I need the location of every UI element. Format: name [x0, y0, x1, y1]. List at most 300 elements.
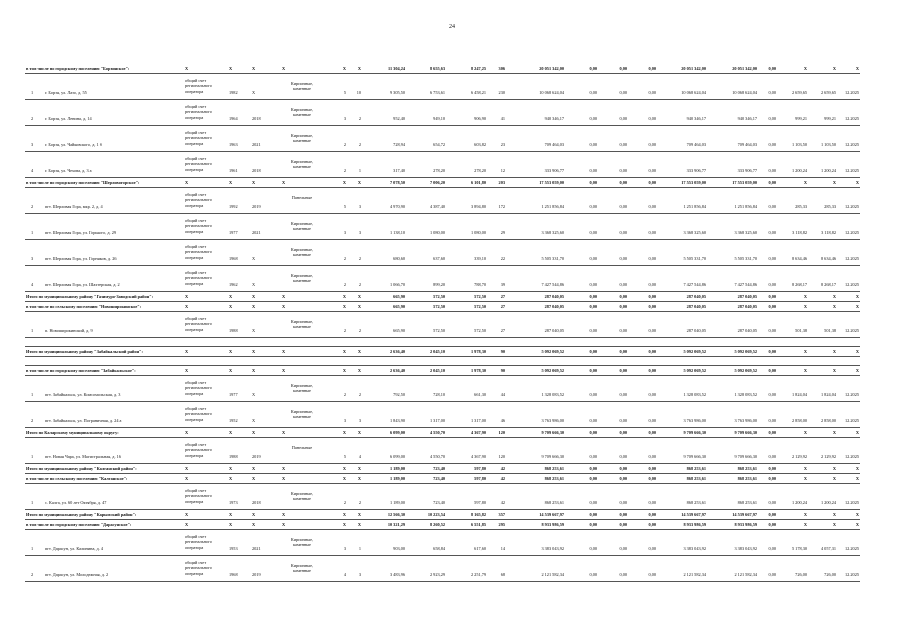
cell-fund-type: X	[185, 466, 189, 471]
cell-max-unit-cost: X	[832, 180, 836, 185]
cell-owner-funds: 1 328 083,52	[683, 392, 706, 397]
cell-total-area: 317,40	[393, 168, 405, 173]
cell-other-funds: 0,00	[768, 204, 776, 209]
cell-residents: 27	[500, 304, 505, 309]
cell-repair-year: X	[252, 392, 256, 397]
cell-unit-cost: X	[803, 368, 807, 373]
subtotal-label: в том числе по городскому поселению "Шерловогорское":	[26, 180, 140, 185]
cell-residents: 12	[500, 168, 505, 173]
cell-floors: X	[342, 512, 346, 517]
cell-build-year: 1968	[229, 572, 238, 577]
cell-other-funds: 0,00	[768, 230, 776, 235]
cell-max-unit-cost: X	[832, 66, 836, 71]
spacer-row	[25, 338, 860, 347]
cell-regional-funds: 0,00	[619, 142, 627, 147]
cell-private-area: 6 458,21	[470, 90, 486, 95]
cell-completion-date: X	[855, 294, 859, 299]
cell-fund-type: общий счет регионального оператора	[185, 130, 212, 146]
cell-repair-year: X	[252, 90, 256, 95]
cell-max-unit-cost: 501,38	[824, 328, 836, 333]
cell-total-area: 3 483,96	[389, 572, 405, 577]
cell-owner-funds: 5 092 069,52	[683, 349, 706, 354]
cell-owner-funds-capital: 5 092 069,52	[734, 349, 757, 354]
cell-owner-funds-capital: 10 068 624,04	[732, 90, 757, 95]
subtotal-label: в том числе по городскому поселению "Борзинское":	[26, 66, 130, 71]
cell-municipal-funds: 0,00	[648, 392, 656, 397]
cell-living-area: 2 045,10	[429, 349, 445, 354]
cell-completion-date: 12.2025	[845, 230, 859, 235]
cell-max-unit-cost: 4 057,31	[820, 546, 836, 551]
cell-completion-date: X	[855, 430, 859, 435]
cell-unit-cost: X	[803, 294, 807, 299]
cell-private-area: 6 551,85	[470, 522, 486, 527]
cell-wall-type: Кирпичные, каменные	[290, 107, 314, 118]
cell-floors: X	[342, 66, 346, 71]
cell-regional-funds: 0,00	[619, 349, 627, 354]
cell-total-area: 792,50	[393, 392, 405, 397]
cell-repair-year: X	[252, 430, 256, 435]
cell-entrances: X	[357, 349, 361, 354]
cell-wall-type: X	[282, 368, 286, 373]
cell-living-area: 4 550,70	[429, 454, 445, 459]
cell-owner-funds-capital: 9 709 666,30	[734, 430, 757, 435]
cell-regional-funds: 0,00	[619, 466, 627, 471]
cell-other-funds: 0,00	[768, 430, 776, 435]
cell-repair-year: 2019	[252, 204, 261, 209]
cell-owner-funds: 940 346,17	[686, 116, 706, 121]
cell-total-cost: 287 040,05	[544, 328, 564, 333]
cell-residents: 306	[498, 66, 505, 71]
cell-entrances: X	[357, 430, 361, 435]
cell-build-year: 1992	[229, 204, 238, 209]
cell-living-area: 723,40	[433, 476, 445, 481]
cell-federal-funds: 0,00	[589, 522, 597, 527]
cell-completion-date: X	[855, 466, 859, 471]
cell-entrances: X	[357, 466, 361, 471]
cell-floors: 3	[343, 230, 346, 235]
cell-municipal-funds: 0,00	[648, 304, 656, 309]
cell-total-cost: 17 553 059,00	[539, 180, 564, 185]
cell-fund-type: общий счет регионального оператора	[185, 156, 212, 172]
cell-total-area: 10 321,29	[387, 522, 405, 527]
cell-owner-funds-capital: 1 328 083,52	[734, 392, 757, 397]
cell-completion-date: 12.2025	[845, 500, 859, 505]
subtotal-label: в том числе по городскому поселению "Дарасунское":	[26, 522, 132, 527]
cell-living-area: 723,40	[433, 500, 445, 505]
cell-owner-funds-capital: 287 040,05	[737, 328, 757, 333]
cell-municipal-funds: 0,00	[648, 180, 656, 185]
cell-repair-year: X	[252, 328, 256, 333]
cell-total-cost: 9 709 666,30	[541, 454, 564, 459]
cell-entrances: X	[357, 368, 361, 373]
cell-wall-type: Кирпичные, каменные	[290, 383, 314, 394]
cell-build-year: X	[229, 349, 233, 354]
cell-repair-year: X	[252, 304, 256, 309]
cell-completion-date: X	[855, 522, 859, 527]
cell-owner-funds-capital: 3 763 986,00	[734, 418, 757, 423]
cell-max-unit-cost: X	[832, 304, 836, 309]
cell-total-cost: 8 933 986,59	[541, 522, 564, 527]
cell-other-funds: 0,00	[768, 66, 776, 71]
cell-max-unit-cost: 1 103,50	[820, 142, 836, 147]
subtotal-label: Итого по муниципальному району "Газимуро-Заводский район":	[26, 294, 154, 299]
cell-unit-cost: 726,00	[795, 572, 807, 577]
cell-entrances: 2	[358, 328, 361, 333]
cell-regional-funds: 0,00	[619, 418, 627, 423]
cell-owner-funds: 333 906,77	[686, 168, 706, 173]
cell-address: г. Борзя, ул. Ленина, д. 14	[45, 116, 92, 121]
cell-other-funds: 0,00	[768, 116, 776, 121]
cell-address: пгт. Забайкальск, ул. Пограничная, д. 24 а	[45, 418, 122, 423]
cell-federal-funds: 0,00	[589, 256, 597, 261]
cell-private-area: 1 978,30	[470, 368, 486, 373]
cell-max-unit-cost: X	[832, 349, 836, 354]
cell-wall-type: X	[282, 522, 286, 527]
cell-federal-funds: 0,00	[589, 512, 597, 517]
cell-total-cost: 287 040,05	[544, 304, 564, 309]
cell-fund-type: X	[185, 304, 189, 309]
cell-total-cost: 868 253,61	[544, 466, 564, 471]
cell-unit-cost: 285,33	[795, 204, 807, 209]
subtotal-row	[25, 510, 860, 520]
cell-private-area: 597,80	[474, 500, 486, 505]
cell-other-funds: 0,00	[768, 180, 776, 185]
cell-residents: 120	[498, 454, 505, 459]
cell-floors: X	[342, 430, 346, 435]
cell-private-area: 788,70	[474, 282, 486, 287]
cell-address: пгт. Дарасун, ул. Калинина, д. 4	[45, 546, 103, 551]
cell-private-area: 597,80	[474, 476, 486, 481]
cell-repair-year: 2019	[252, 572, 261, 577]
cell-living-area: 572,50	[433, 294, 445, 299]
cell-address: г. Борзя, ул. Лазо, д. 55	[45, 90, 87, 95]
cell-other-funds: 0,00	[768, 90, 776, 95]
cell-municipal-funds: 0,00	[648, 168, 656, 173]
cell-completion-date: 12.2025	[845, 328, 859, 333]
cell-entrances: 1	[358, 546, 361, 551]
cell-entrances: 2	[358, 282, 361, 287]
cell-residents: 23	[500, 142, 505, 147]
cell-fund-type: общий счет регионального оператора	[185, 406, 212, 422]
cell-entrances: 4	[358, 454, 361, 459]
cell-owner-funds: 8 933 986,59	[683, 522, 706, 527]
cell-living-area: 8 655,63	[429, 66, 445, 71]
cell-regional-funds: 0,00	[619, 256, 627, 261]
cell-owner-funds: 14 539 667,97	[681, 512, 706, 517]
cell-total-cost: 20 051 342,00	[539, 66, 564, 71]
cell-municipal-funds: 0,00	[648, 294, 656, 299]
cell-completion-date: X	[855, 304, 859, 309]
cell-total-cost: 940 346,17	[544, 116, 564, 121]
cell-entrances: 2	[358, 142, 361, 147]
cell-total-cost: 7 427 544,86	[541, 282, 564, 287]
cell-fund-type: X	[185, 294, 189, 299]
cell-residents: 39	[500, 282, 505, 287]
cell-owner-funds-capital: 1 251 856,84	[734, 204, 757, 209]
cell-unit-cost: 2 129,92	[791, 454, 807, 459]
cell-floors: X	[342, 522, 346, 527]
cell-residents: 22	[500, 256, 505, 261]
subtotal-row	[25, 520, 860, 530]
cell-completion-date: 12.2025	[845, 454, 859, 459]
cell-floors: X	[342, 304, 346, 309]
cell-regional-funds: 0,00	[619, 430, 627, 435]
cell-build-year: 1964	[229, 116, 238, 121]
cell-other-funds: 0,00	[768, 476, 776, 481]
cell-repair-year: X	[252, 256, 256, 261]
cell-entrances: X	[357, 66, 361, 71]
cell-owner-funds-capital: 17 553 059,00	[732, 180, 757, 185]
cell-address: п. Новоширокинский, д. 9	[45, 328, 93, 333]
cell-address: с. Калга, ул. 60 лет Октября, д. 47	[45, 500, 107, 505]
cell-regional-funds: 0,00	[619, 512, 627, 517]
cell-entrances: 2	[358, 256, 361, 261]
cell-owner-funds: 9 709 666,30	[683, 430, 706, 435]
cell-federal-funds: 0,00	[589, 328, 597, 333]
cell-private-area: 8 165,82	[470, 512, 486, 517]
cell-municipal-funds: 0,00	[648, 546, 656, 551]
cell-total-area: 665,90	[393, 304, 405, 309]
cell-entrances: 3	[358, 230, 361, 235]
cell-other-funds: 0,00	[768, 256, 776, 261]
cell-fund-type: X	[185, 512, 189, 517]
cell-residents: 42	[500, 500, 505, 505]
cell-other-funds: 0,00	[768, 572, 776, 577]
cell-total-cost: 709 464,03	[544, 142, 564, 147]
cell-owner-funds-capital: 7 427 544,86	[734, 282, 757, 287]
cell-private-area: 4 367,90	[470, 454, 486, 459]
cell-owner-funds-capital: 868 253,61	[737, 466, 757, 471]
cell-build-year: X	[229, 512, 233, 517]
cell-entrances: X	[357, 180, 361, 185]
subtotal-row	[25, 178, 860, 188]
cell-total-area: 9 305,50	[389, 90, 405, 95]
cell-residents: 120	[498, 430, 505, 435]
cell-municipal-funds: 0,00	[648, 349, 656, 354]
cell-total-cost: 1 251 856,84	[541, 204, 564, 209]
cell-unit-cost: 2 659,65	[791, 90, 807, 95]
cell-completion-date: 12.2025	[845, 116, 859, 121]
cell-floors: 2	[343, 256, 346, 261]
cell-row-number: 4	[31, 168, 34, 173]
cell-owner-funds: 5 092 069,52	[683, 368, 706, 373]
cell-municipal-funds: 0,00	[648, 430, 656, 435]
cell-repair-year: X	[252, 282, 256, 287]
cell-total-area: 6 099,00	[389, 454, 405, 459]
cell-max-unit-cost: X	[832, 430, 836, 435]
cell-municipal-funds: 0,00	[648, 466, 656, 471]
cell-wall-type: X	[282, 476, 286, 481]
cell-living-area: 2 045,10	[429, 368, 445, 373]
cell-floors: 5	[343, 204, 346, 209]
cell-build-year: X	[229, 180, 233, 185]
cell-build-year: 1953	[229, 546, 238, 551]
cell-other-funds: 0,00	[768, 512, 776, 517]
cell-repair-year: 2021	[252, 546, 261, 551]
cell-municipal-funds: 0,00	[648, 418, 656, 423]
cell-living-area: 278,20	[433, 168, 445, 173]
cell-municipal-funds: 0,00	[648, 522, 656, 527]
cell-build-year: X	[229, 476, 233, 481]
cell-repair-year: X	[252, 418, 256, 423]
cell-completion-date: 12.2025	[845, 282, 859, 287]
cell-floors: 2	[343, 392, 346, 397]
cell-owner-funds-capital: 940 346,17	[737, 116, 757, 121]
cell-wall-type: Кирпичные, каменные	[290, 247, 314, 258]
cell-completion-date: X	[855, 476, 859, 481]
cell-owner-funds: 20 051 342,00	[681, 66, 706, 71]
cell-completion-date: 12.2025	[845, 392, 859, 397]
subtotal-label: в том числе по сельскому поселению "Калганское":	[26, 476, 128, 481]
cell-max-unit-cost: 2 129,92	[820, 454, 836, 459]
cell-build-year: 1973	[229, 500, 238, 505]
cell-residents: 357	[498, 512, 505, 517]
cell-federal-funds: 0,00	[589, 142, 597, 147]
cell-entrances: X	[357, 304, 361, 309]
cell-residents: 230	[498, 90, 505, 95]
cell-federal-funds: 0,00	[589, 168, 597, 173]
cell-owner-funds: 287 040,05	[686, 294, 706, 299]
cell-owner-funds-capital: 709 464,03	[737, 142, 757, 147]
cell-private-area: 4 367,90	[470, 430, 486, 435]
cell-wall-type: Кирпичные, каменные	[290, 491, 314, 502]
cell-owner-funds: 3 763 986,00	[683, 418, 706, 423]
cell-build-year: X	[229, 294, 233, 299]
cell-total-cost: 3 763 986,00	[541, 418, 564, 423]
cell-municipal-funds: 0,00	[648, 116, 656, 121]
cell-private-area: 278,20	[474, 168, 486, 173]
cell-unit-cost: 5 178,30	[791, 546, 807, 551]
cell-living-area: 654,72	[433, 142, 445, 147]
cell-municipal-funds: 0,00	[648, 572, 656, 577]
subtotal-row	[25, 292, 860, 302]
cell-build-year: X	[229, 466, 233, 471]
cell-owner-funds: 709 464,03	[686, 142, 706, 147]
cell-total-area: 1 066,70	[389, 282, 405, 287]
cell-build-year: X	[229, 304, 233, 309]
cell-total-cost: 868 253,61	[544, 476, 564, 481]
cell-living-area: 7 006,20	[429, 180, 445, 185]
table-row	[25, 266, 860, 292]
cell-private-area: 661,30	[474, 392, 486, 397]
cell-total-area: 11 304,24	[388, 66, 405, 71]
cell-living-area: 6 753,61	[429, 90, 445, 95]
cell-entrances: X	[357, 476, 361, 481]
cell-total-cost: 5 505 331,70	[541, 256, 564, 261]
cell-living-area: 949,10	[433, 116, 445, 121]
cell-residents: 203	[498, 180, 505, 185]
subtotal-row	[25, 64, 860, 74]
table-row	[25, 240, 860, 266]
cell-federal-funds: 0,00	[589, 454, 597, 459]
cell-regional-funds: 0,00	[619, 454, 627, 459]
cell-municipal-funds: 0,00	[648, 454, 656, 459]
cell-residents: 295	[498, 522, 505, 527]
cell-owner-funds-capital: 2 121 582,34	[734, 572, 757, 577]
cell-total-cost: 287 040,05	[544, 294, 564, 299]
cell-total-cost: 9 709 666,30	[541, 430, 564, 435]
cell-municipal-funds: 0,00	[648, 90, 656, 95]
cell-build-year: X	[229, 66, 233, 71]
cell-total-cost: 5 092 069,52	[541, 368, 564, 373]
cell-total-cost: 2 121 582,34	[541, 572, 564, 577]
cell-residents: 27	[500, 328, 505, 333]
cell-owner-funds: 10 068 624,04	[681, 90, 706, 95]
cell-owner-funds-capital: 5 505 331,70	[734, 256, 757, 261]
subtotal-row	[25, 428, 860, 438]
cell-municipal-funds: 0,00	[648, 512, 656, 517]
cell-municipal-funds: 0,00	[648, 230, 656, 235]
cell-entrances: 3	[358, 572, 361, 577]
cell-floors: 3	[343, 418, 346, 423]
cell-floors: 2	[343, 282, 346, 287]
cell-completion-date: 12.2025	[845, 168, 859, 173]
cell-private-area: 572,50	[474, 294, 486, 299]
cell-unit-cost: X	[803, 522, 807, 527]
cell-private-area: 906,90	[474, 116, 486, 121]
cell-completion-date: X	[855, 349, 859, 354]
cell-unit-cost: X	[803, 349, 807, 354]
cell-owner-funds: 7 427 544,86	[683, 282, 706, 287]
cell-repair-year: X	[252, 522, 256, 527]
cell-build-year: 1982	[229, 90, 238, 95]
cell-fund-type: X	[185, 476, 189, 481]
cell-living-area: 8 260,52	[429, 522, 445, 527]
cell-fund-type: X	[185, 430, 189, 435]
cell-completion-date: 12.2025	[845, 204, 859, 209]
cell-unit-cost: 501,38	[795, 328, 807, 333]
cell-completion-date: 12.2025	[845, 418, 859, 423]
cell-unit-cost: X	[803, 430, 807, 435]
cell-owner-funds: 3 368 325,60	[683, 230, 706, 235]
cell-regional-funds: 0,00	[619, 546, 627, 551]
cell-repair-year: X	[252, 349, 256, 354]
cell-wall-type: X	[282, 180, 286, 185]
cell-entrances: X	[357, 522, 361, 527]
cell-federal-funds: 0,00	[589, 230, 597, 235]
cell-unit-cost: 1 200,24	[791, 500, 807, 505]
cell-federal-funds: 0,00	[589, 304, 597, 309]
cell-residents: 172	[498, 204, 505, 209]
cell-living-area: 658,84	[433, 546, 445, 551]
cell-federal-funds: 0,00	[589, 349, 597, 354]
cell-unit-cost: 999,21	[795, 116, 807, 121]
cell-federal-funds: 0,00	[589, 572, 597, 577]
cell-unit-cost: 1 103,50	[791, 142, 807, 147]
cell-total-area: 952,40	[393, 116, 405, 121]
cell-total-cost: 333 906,77	[544, 168, 564, 173]
cell-fund-type: общий счет регионального оператора	[185, 316, 212, 332]
cell-other-funds: 0,00	[768, 168, 776, 173]
cell-municipal-funds: 0,00	[648, 282, 656, 287]
cell-federal-funds: 0,00	[589, 500, 597, 505]
cell-other-funds: 0,00	[768, 142, 776, 147]
cell-living-area: 637,60	[433, 256, 445, 261]
cell-residents: 44	[500, 392, 505, 397]
cell-owner-funds-capital: 5 092 069,52	[734, 368, 757, 373]
cell-owner-funds: 287 040,05	[686, 328, 706, 333]
cell-total-area: 728,94	[393, 142, 405, 147]
cell-build-year: 1977	[229, 230, 238, 235]
cell-repair-year: 2021	[252, 142, 261, 147]
cell-entrances: 2	[358, 116, 361, 121]
cell-max-unit-cost: 3 118,82	[821, 230, 836, 235]
cell-wall-type: X	[282, 66, 286, 71]
cell-build-year: 1962	[229, 282, 238, 287]
cell-fund-type: общий счет регионального оператора	[185, 192, 212, 208]
cell-regional-funds: 0,00	[619, 168, 627, 173]
subtotal-label: Итого по муниципальному району "Калганский район":	[26, 466, 137, 471]
